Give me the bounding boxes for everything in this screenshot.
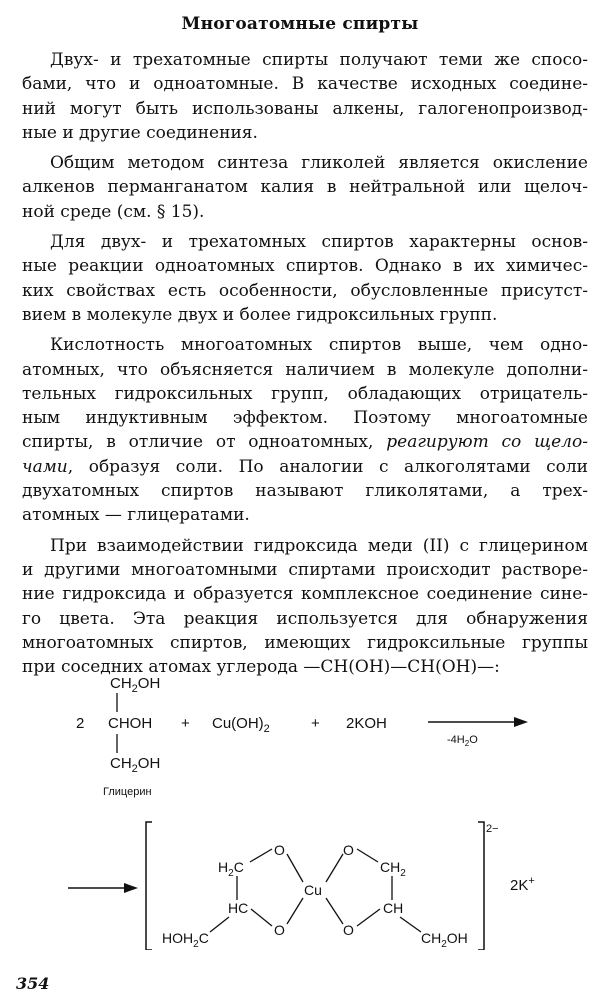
page-title: Многоатомные спирты: [181, 14, 419, 34]
body-text: [22, 48, 588, 679]
text-line: Общим методом синтеза гликолей является окисление: [50, 153, 588, 174]
plus-sign: +: [181, 715, 190, 732]
glycerol-middle-group: CHOH: [108, 715, 153, 732]
left-bracket: [146, 822, 152, 950]
text-line: многоатомных спиртов, имеющих гидроксильные группы: [22, 632, 588, 653]
reaction-scheme: [0, 650, 600, 950]
bond-line: [400, 917, 421, 932]
right-ch2oh-group: $CH_2OH$: [421, 930, 468, 950]
bond-line: [287, 898, 303, 924]
paragraph-2: [22, 151, 588, 224]
counter-ion: 2K+: [510, 875, 535, 894]
bond-line: [210, 917, 229, 932]
text-line: ные и другие соединения.: [22, 122, 258, 143]
bond-line: [287, 854, 303, 882]
bond-line: [357, 909, 380, 926]
text-line: Двух- и трехатомные спирты получают теми же спосо-: [50, 50, 588, 70]
paragraph-3: [22, 230, 588, 327]
plus-sign: +: [311, 715, 320, 732]
text-line: Для двух- и трехатомных спиртов характерны основ-: [50, 232, 588, 253]
stoich-coefficient: 2: [76, 715, 85, 732]
text-line: ной среде (см. § 15).: [22, 201, 205, 222]
arrow-head-icon: [514, 717, 528, 727]
right-ch-group: CH: [383, 900, 404, 916]
text-line: ным индуктивным эффектом. Поэтому многоатомные: [22, 408, 588, 429]
text-line: атомных, что объясняется наличием в молекуле дополни-: [22, 359, 588, 380]
potassium-hydroxide: 2KOH: [346, 715, 387, 732]
water-elimination-note: $-4H_2O$: [447, 734, 478, 748]
text-line: алкенов перманганатом калия в нейтральной или щелоч-: [22, 177, 588, 198]
right-ch2-group: $CH_2$: [380, 859, 406, 879]
text-line: вием в молекуле двух и более гидроксильных групп.: [22, 304, 498, 325]
text-line: двухатомных спиртов называют гликолятами, а трех-: [22, 481, 588, 502]
text-line: атомных — глицератами.: [22, 505, 250, 526]
text-line: [22, 430, 588, 454]
text-line: тельных гидроксильных групп, обладающих отрицатель-: [22, 383, 588, 404]
text-line: Кислотность многоатомных спиртов выше, чем одно-: [50, 335, 588, 356]
text-line: ные реакции одноатомных спиртов. Однако в их химичес-: [22, 256, 588, 277]
oxygen-atom: O: [343, 922, 354, 938]
glycerol-bottom-group: $CH_2OH$: [110, 755, 161, 775]
text-line: [22, 455, 588, 479]
bond-line: [251, 909, 272, 926]
bond-line: [326, 854, 343, 882]
text-line: ний могут быть использованы алкены, галогенопроизвод-: [22, 98, 588, 119]
glycerol-top-group: $CH_2OH$: [110, 675, 161, 695]
left-ch2oh-group: $HOH_2C$: [162, 930, 209, 950]
glycerol-name: Глицерин: [103, 786, 152, 798]
text-line: ние гидроксида и образуется комплексное соединение сине-: [22, 584, 588, 605]
left-ch2-group: $H_2C$: [218, 859, 244, 879]
oxygen-atom: O: [274, 842, 285, 858]
oxygen-atom: O: [274, 922, 285, 938]
text-line: и другими многоатомными спиртами происходит растворе-: [22, 559, 588, 580]
copper-atom: Cu: [304, 882, 322, 898]
text-run: спирты, в отличие от одноатомных,: [22, 432, 387, 453]
bond-line: [326, 898, 343, 924]
text-line: при соседних атомах углерода —CH(OH)—CH(OH)—:: [22, 657, 500, 678]
complex-charge: 2−: [486, 823, 499, 835]
text-line: бами, что и одноатомные. В качестве исходных соедине-: [22, 74, 588, 95]
oxygen-atom: O: [343, 842, 354, 858]
italic-term: реагируют со щело-: [386, 432, 588, 453]
text-run: , образуя соли. По аналогии с алкоголятами соли: [67, 456, 588, 477]
text-line: ких свойствах есть особенности, обусловленные присутст-: [22, 280, 588, 301]
bond-line: [250, 849, 272, 862]
paragraph-1: [22, 48, 588, 145]
page-number: 354: [16, 974, 50, 993]
arrow-head-icon: [124, 883, 138, 893]
copper-hydroxide: $Cu(OH)_2$: [212, 715, 270, 735]
left-ch-group: HC: [228, 900, 249, 916]
paragraph-4: [22, 333, 588, 527]
text-line: При взаимодействии гидроксида меди (II) с глицерином: [50, 535, 588, 556]
right-bracket: [478, 822, 484, 950]
italic-term: чами: [22, 456, 68, 477]
text-line: го цвета. Эта реакция используется для обнаружения: [22, 608, 588, 629]
bond-line: [357, 849, 378, 862]
